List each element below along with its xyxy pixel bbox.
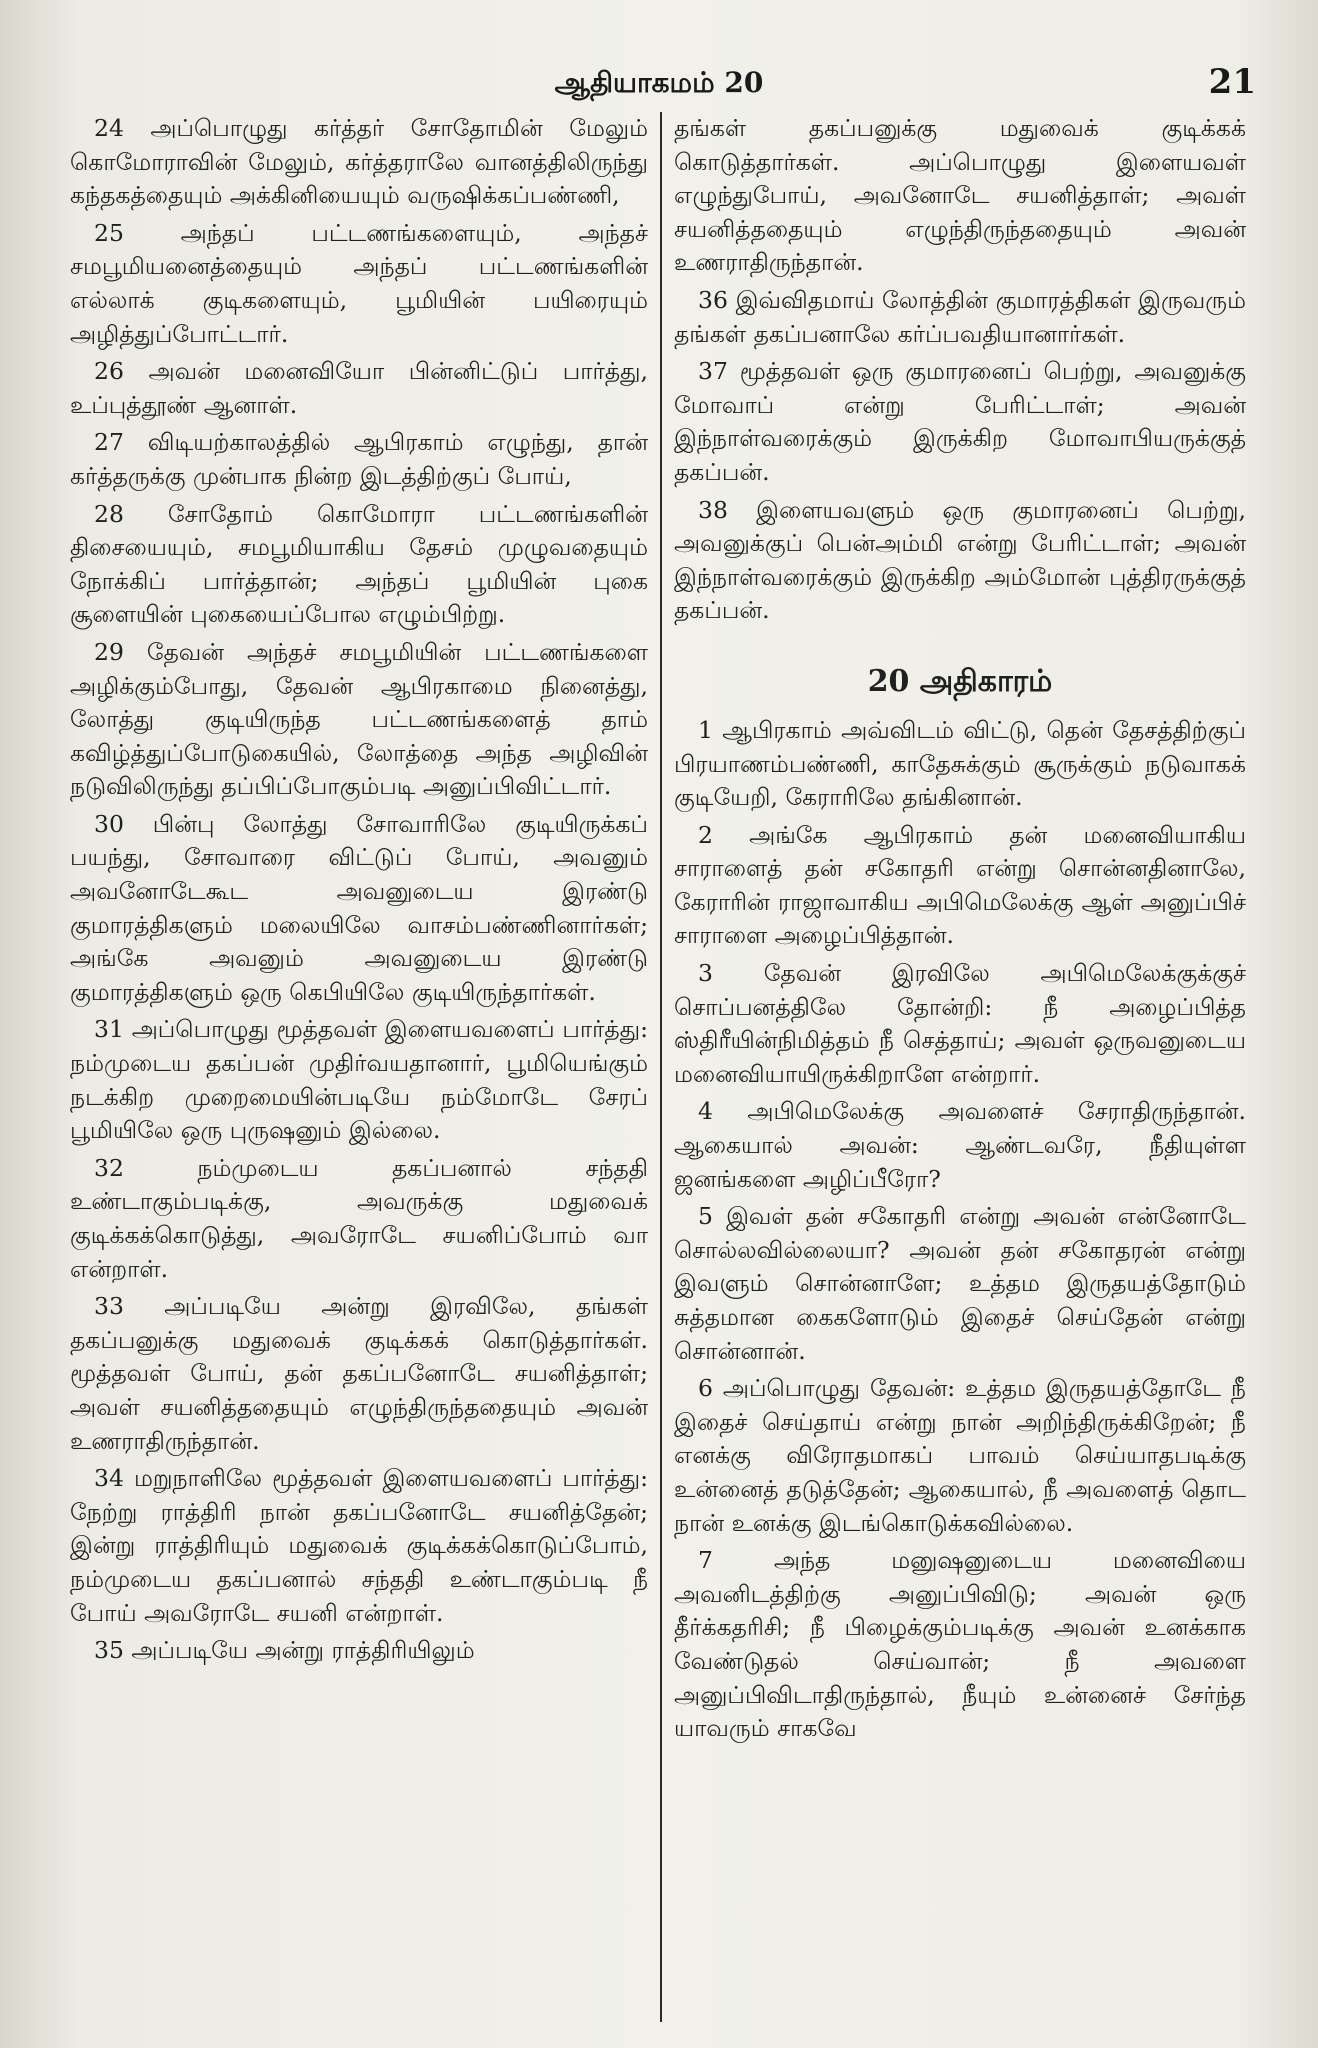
verse-number: 6 bbox=[698, 1374, 713, 1403]
verse bbox=[70, 1462, 648, 1630]
verse-text: அப்பொழுது தேவன்: உத்தம இருதயத்தோடே நீ இதைச் செய்தாய் என்று நான் அறிந்திருக்கிறேன்; நீ எனக்கு விரோதமாகப் பாவம் செய்யாதபடிக்கு உன்னைத் தடுத்தேன்; ஆகையால், நீ அவளைத் தொட நான் உனக்கு இடங்கொடுக்கவில்லை. bbox=[674, 1374, 1246, 1537]
verse-text: அங்கே ஆபிரகாம் தன் மனைவியாகிய சாராளைத் தன் சகோதரி என்று சொன்னதினாலே, கேராரின் ராஜாவாகிய அபிமெலேக்கு ஆள் அனுப்பிச் சாராளை அழைப்பித்தான். bbox=[674, 820, 1246, 950]
verse-text: ஆபிரகாம் அவ்விடம் விட்டு, தென் தேசத்திற்குப் பிரயாணம்பண்ணி, காதேசுக்கும் சூருக்கும் நடுவாகக் குடியேறி, கேராரிலே தங்கினான். bbox=[674, 715, 1246, 812]
verse-number: 25 bbox=[94, 218, 124, 247]
verse-number: 27 bbox=[94, 428, 124, 457]
verse-number: 26 bbox=[94, 357, 124, 386]
verse-number: 35 bbox=[94, 1636, 124, 1665]
page-header bbox=[0, 60, 1318, 110]
verse bbox=[70, 112, 648, 213]
verse-number: 32 bbox=[94, 1153, 124, 1182]
verse-number: 31 bbox=[94, 1015, 124, 1044]
page-number: 21 bbox=[1208, 62, 1256, 102]
verse-text: அவன் மனைவியோ பின்னிட்டுப் பார்த்து, உப்புத்தூண் ஆனாள். bbox=[70, 357, 648, 419]
verse-number: 3 bbox=[698, 959, 713, 988]
left-column bbox=[70, 112, 648, 2032]
verse-text: இவ்விதமாய் லோத்தின் குமாரத்திகள் இருவரும் தங்கள் தகப்பனாலே கர்ப்பவதியானார்கள். bbox=[674, 285, 1246, 348]
verse bbox=[674, 1372, 1246, 1540]
verse-number: 4 bbox=[698, 1097, 713, 1126]
verse-number: 2 bbox=[698, 820, 713, 849]
verse-text: தேவன் அந்தச் சமபூமியின் பட்டணங்களை அழிக்கும்போது, தேவன் ஆபிரகாமை நினைத்து, லோத்து குடியிருந்த பட்டணங்களைத் தாம் கவிழ்த்துப்போடுகையில், லோத்தை அந்த அழிவின் நடுவிலிருந்து தப்பிப்போகும்படி அனுப்பிவிட்டார். bbox=[70, 637, 648, 801]
verse-text: அப்பொழுது கர்த்தர் சோதோமின் மேலும் கொமோராவின் மேலும், கர்த்தராலே வானத்திலிருந்து கந்தகத்தையும் அக்கினியையும் வருஷிக்கப்பண்ணி, bbox=[70, 114, 648, 210]
right-column-top bbox=[674, 112, 1246, 628]
verse-number: 29 bbox=[94, 637, 124, 666]
verse-text: மறுநாளிலே மூத்தவள் இளையவளைப் பார்த்து: நேற்று ராத்திரி நான் தகப்பனோடே சயனித்தேன்; இன்று ராத்திரியும் மதுவைக் குடிக்கக்கொடுப்போம், நம்முடைய தகப்பனால் சந்ததி உண்டாகும்படி நீ போய் அவரோடே சயனி என்றாள். bbox=[70, 1464, 648, 1627]
verse-text: விடியற்காலத்தில் ஆபிரகாம் எழுந்து, தான் கர்த்தருக்கு முன்பாக நின்ற இடத்திற்குப் போய், bbox=[70, 428, 648, 490]
verse-text: பின்பு லோத்து சோவாரிலே குடியிருக்கப் பயந்து, சோவாரை விட்டுப் போய், அவனும் அவனோடேகூட அவனுடைய இரண்டு குமாரத்திகளும் மலையிலே வாசம்பண்ணினார்கள்; அங்கே அவனும் அவனுடைய இரண்டு குமாரத்திகளும் ஒரு கெபியிலே குடியிருந்தார்கள். bbox=[70, 809, 648, 1006]
verse bbox=[70, 1290, 648, 1458]
verse-number: 34 bbox=[94, 1464, 124, 1493]
verse-number: 5 bbox=[698, 1202, 713, 1231]
verse bbox=[674, 284, 1246, 351]
verse bbox=[674, 1544, 1246, 1746]
verse-text: அப்படியே அன்று இரவிலே, தங்கள் தகப்பனுக்கு மதுவைக் குடிக்கக் கொடுத்தார்கள். மூத்தவள் போய், தன் தகப்பனோடே சயனித்தாள்; அவள் சயனித்ததையும் எழுந்திருந்ததையும் அவன் உணராதிருந்தான். bbox=[70, 1292, 648, 1455]
verse-text: நம்முடைய தகப்பனால் சந்ததி உண்டாகும்படிக்கு, அவருக்கு மதுவைக் குடிக்கக்கொடுத்து, அவரோடே சயனிப்போம் வா என்றாள். bbox=[70, 1153, 648, 1283]
column-divider bbox=[660, 112, 662, 2022]
verse-number: 37 bbox=[698, 357, 728, 386]
verse bbox=[70, 1013, 648, 1147]
verse bbox=[70, 1634, 648, 1668]
verse-number: 30 bbox=[94, 809, 124, 838]
verse bbox=[70, 1152, 648, 1286]
verse bbox=[70, 498, 648, 632]
verse bbox=[70, 355, 648, 422]
verse-text: தங்கள் தகப்பனுக்கு மதுவைக் குடிக்கக் கொடுத்தார்கள். அப்பொழுது இளையவள் எழுந்துபோய், அவனோடே சயனித்தாள்; அவள் சயனித்ததையும் எழுந்திருந்ததையும் அவன் உணராதிருந்தான். bbox=[674, 114, 1246, 277]
verse-text: அந்த மனுஷனுடைய மனைவியை அவனிடத்திற்கு அனுப்பிவிடு; அவன் ஒரு தீர்க்கதரிசி; நீ பிழைக்கும்படிக்கு அவன் உனக்காக வேண்டுதல் செய்வான்; நீ அவளை அனுப்பிவிடாதிருந்தால், நீயும் உன்னைச் சேர்ந்த யாவரும் சாகவே bbox=[674, 1546, 1246, 1743]
running-head: ஆதியாகமம் 20 bbox=[554, 66, 764, 99]
verse-text: அந்தப் பட்டணங்களையும், அந்தச் சமபூமியனைத்தையும் அந்தப் பட்டணங்களின் எல்லாக் குடிகளையும், பூமியின் பயிரையும் அழித்துப்போட்டார். bbox=[70, 218, 648, 348]
verse-text: தேவன் இரவிலே அபிமெலேக்குக்குச் சொப்பனத்திலே தோன்றி: நீ அழைப்பித்த ஸ்திரீயின்நிமித்தம் நீ செத்தாய்; அவள் ஒருவனுடைய மனைவியாயிருக்கிறாளே என்றார். bbox=[674, 959, 1246, 1088]
verse bbox=[674, 494, 1246, 628]
text-columns bbox=[70, 112, 1246, 2032]
verse-text: அபிமெலேக்கு அவளைச் சேராதிருந்தான். ஆகையால் அவன்: ஆண்டவரே, நீதியுள்ள ஜனங்களை அழிப்பீரோ? bbox=[674, 1097, 1246, 1193]
right-column bbox=[674, 112, 1246, 2032]
verse-number: 33 bbox=[94, 1292, 124, 1321]
chapter-heading: 20 அதிகாரம் bbox=[867, 663, 1053, 699]
right-column-bottom bbox=[674, 714, 1246, 1746]
verse-number: 36 bbox=[698, 285, 728, 314]
verse-text: சோதோம் கொமோரா பட்டணங்களின் திசையையும், சமபூமியாகிய தேசம் முழுவதையும் நோக்கிப் பார்த்தான்; அந்தப் பூமியின் புகை சூளையின் புகையைப்போல எழும்பிற்று. bbox=[70, 499, 648, 629]
verse-text: மூத்தவள் ஒரு குமாரனைப் பெற்று, அவனுக்கு மோவாப் என்று பேரிட்டாள்; அவன் இந்நாள்வரைக்கும் இருக்கிற மோவாபியருக்குத் தகப்பன். bbox=[674, 357, 1246, 486]
verse bbox=[674, 819, 1246, 953]
verse bbox=[674, 112, 1246, 280]
verse-text: அப்பொழுது மூத்தவள் இளையவளைப் பார்த்து: நம்முடைய தகப்பன் முதிர்வயதானார், பூமியெங்கும் நடக்கிற முறைமையின்படியே நம்மோடே சேரப் பூமியிலே ஒரு புருஷனும் இல்லை. bbox=[70, 1015, 648, 1145]
verse-number: 38 bbox=[698, 495, 728, 524]
verse-number: 24 bbox=[94, 114, 124, 142]
verse-number: 28 bbox=[94, 499, 124, 528]
verse-text: இளையவளும் ஒரு குமாரனைப் பெற்று, அவனுக்குப் பென்அம்மி என்று பேரிட்டாள்; அவன் இந்நாள்வரைக்கும் இருக்கிற அம்மோன் புத்திரருக்குத் தகப்பன். bbox=[674, 495, 1246, 625]
verse-text: இவள் தன் சகோதரி என்று அவன் என்னோடே சொல்லவில்லையா? அவன் தன் சகோதரன் என்று இவளும் சொன்னாளே; உத்தம இருதயத்தோடும் சுத்தமான கைகளோடும் இதைச் செய்தேன் என்று சொன்னான். bbox=[674, 1202, 1246, 1365]
verse-text: அப்படியே அன்று ராத்திரியிலும் bbox=[131, 1636, 475, 1665]
verse bbox=[674, 1095, 1246, 1196]
verse bbox=[70, 217, 648, 351]
verse bbox=[70, 636, 648, 804]
verse bbox=[70, 808, 648, 1010]
verse bbox=[674, 355, 1246, 489]
verse bbox=[70, 426, 648, 493]
verse-number: 1 bbox=[698, 715, 713, 744]
verse bbox=[674, 1200, 1246, 1368]
verse bbox=[674, 714, 1246, 815]
verse-number: 7 bbox=[698, 1546, 713, 1575]
verse bbox=[674, 957, 1246, 1091]
